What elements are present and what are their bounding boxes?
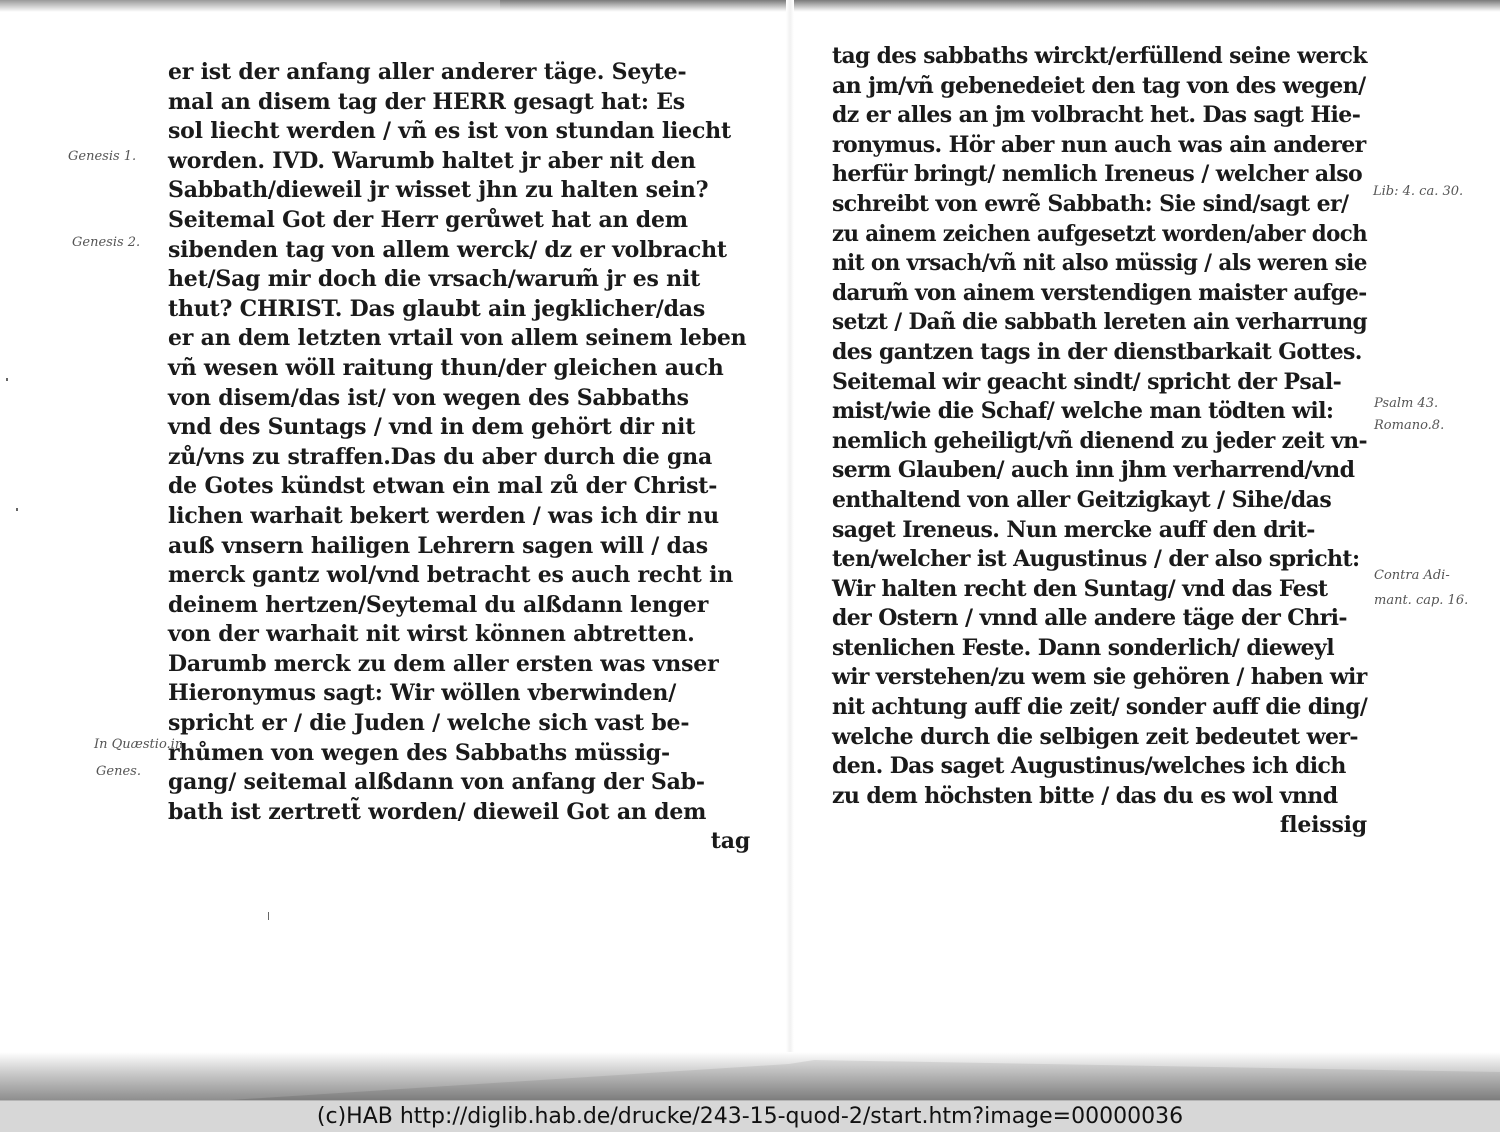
right-line-7: zu ainem zeichen aufgesetzt worden/aber doch: [832, 220, 1368, 247]
scan-speck: [16, 508, 18, 511]
left-line-6: Seitemal Got der Herr gerůwet hat an dem: [168, 206, 688, 233]
book-spine: [786, 0, 794, 1100]
left-line-18: merck gantz wol/vnd betracht es auch recht in: [168, 562, 734, 589]
left-line-1: er ist der anfang aller anderer täge. Seyte-: [168, 59, 687, 85]
right-margin-note-contra: Contra Adi-: [1374, 568, 1450, 583]
left-line-7: sibenden tag von allem werck/ dz er volbracht: [168, 236, 727, 263]
right-line-8: nit on vrsach/vñ nit also müssig / als weren sie: [832, 250, 1367, 277]
right-margin-note-lib: Lib: 4. ca. 30.: [1373, 184, 1464, 199]
left-line-19: deinem hertzen/Seytemal du alßdann lenger: [168, 591, 709, 618]
right-line-6: schreibt von ewrẽ Sabbath: Sie sind/sagt er/: [832, 190, 1349, 217]
copyright-footer: (c)HAB http://diglib.hab.de/drucke/243-15-quod-2/start.htm?image=00000036: [0, 1100, 1500, 1132]
right-line-14: nemlich geheiligt/vñ dienend zu jeder zeit vn-: [832, 427, 1367, 454]
right-line-2: an jm/vñ gebenedeiet den tag von des wegen/: [832, 72, 1366, 99]
top-edge-dark: [500, 0, 1500, 10]
left-line-15: de Gotes kündst etwan ein mal zů der Christ-: [168, 473, 718, 500]
right-line-11: des gantzen tags in der dienstbarkait Gottes.: [832, 338, 1362, 365]
left-line-9: thut? CHRIST. Das glaubt ain jegklicher/das: [168, 295, 706, 322]
left-line-8: het/Sag mir doch die vrsach/warum̃ jr es nit: [168, 266, 701, 293]
right-line-3: dz er alles an jm volbracht het. Das sagt Hie-: [832, 102, 1361, 129]
left-catchword: tag: [710, 828, 750, 855]
left-line-14: zů/vns zu straffen.Das du aber durch die gna: [168, 443, 713, 470]
left-line-20: von der warhait nit wirst können abtretten.: [168, 621, 695, 648]
left-line-25: gang/ seitemal alßdann von anfang der Sab-: [168, 769, 705, 796]
left-line-16: lichen warhait bekert werden / was ich dir nu: [168, 502, 719, 529]
left-margin-note-genes: Genes.: [96, 764, 141, 779]
right-margin-note-romano: Romano.8.: [1374, 418, 1445, 433]
left-margin-note-genesis-1: Genesis 1.: [68, 149, 137, 164]
scan-speck: [6, 378, 8, 381]
left-page-text: [168, 58, 750, 857]
right-line-5: herfür bringt/ nemlich Ireneus / welcher also: [832, 161, 1363, 188]
right-line-19: Wir halten recht den Suntag/ vnd das Fest: [832, 575, 1328, 602]
left-line-10: er an dem letzten vrtail von allem seinem leben: [168, 325, 747, 352]
right-line-4: ronymus. Hör aber nun auch was ain anderer: [832, 131, 1366, 158]
left-margin-note-quaestio: In Quæstio.in: [94, 737, 184, 752]
right-line-16: enthaltend von aller Geitzigkayt / Sihe/das: [832, 486, 1332, 513]
right-catchword: fleissig: [1279, 812, 1367, 839]
right-margin-note-psalm: Psalm 43.: [1374, 396, 1439, 411]
left-line-23: spricht er / die Juden / welche sich vast be-: [168, 710, 690, 737]
left-line-4: worden. IVD. Warumb haltet jr aber nit den: [168, 147, 696, 174]
right-line-1: tag des sabbaths wirckt/erfüllend seine werck: [832, 43, 1367, 69]
scan-speck: [268, 912, 269, 920]
right-page-text: [832, 42, 1367, 841]
left-line-3: sol liecht werden / vñ es ist von stundan liecht: [168, 118, 731, 145]
right-line-17: saget Ireneus. Nun mercke auff den drit-: [832, 516, 1315, 543]
left-line-11: vñ wesen wöll raitung thun/der gleichen auch: [168, 354, 724, 381]
right-line-9: darum̃ von ainem verstendigen maister aufge-: [832, 279, 1367, 306]
right-line-13: mist/wie die Schaf/ welche man tödten wil:: [832, 398, 1334, 425]
left-line-5: Sabbath/dieweil jr wisset jhn zu halten sein?: [168, 177, 709, 204]
right-line-25: den. Das saget Augustinus/welches ich dich: [832, 753, 1346, 780]
left-line-12: von disem/das ist/ von wegen des Sabbaths: [168, 384, 689, 411]
left-line-24: rhůmen von wegen des Sabbaths müssig-: [168, 739, 670, 766]
left-line-22: Hieronymus sagt: Wir wöllen vberwinden/: [168, 680, 677, 707]
left-line-17: auß vnsern hailigen Lehrern sagen will / das: [168, 532, 708, 559]
left-line-21: Darumb merck zu dem aller ersten was vnser: [168, 650, 719, 677]
left-line-26: bath ist zertrett̃ worden/ dieweil Got an dem: [168, 798, 707, 825]
right-line-15: serm Glauben/ auch inn jhm verharrend/vnd: [832, 457, 1355, 484]
right-line-24: welche durch die selbigen zeit bedeutet wer-: [832, 723, 1358, 750]
right-line-18: ten/welcher ist Augustinus / der also spricht:: [832, 546, 1360, 573]
right-line-26: zu dem höchsten bitte / das du es wol vnnd: [832, 782, 1338, 809]
left-line-2: mal an disem tag der HERR gesagt hat: Es: [168, 88, 685, 115]
right-line-10: setzt / Dañ die sabbath lereten ain verharrung: [832, 309, 1368, 336]
left-line-13: vnd des Suntags / vnd in dem gehört dir nit: [168, 414, 696, 441]
right-line-22: wir verstehen/zu wem sie gehören / haben wir: [832, 664, 1367, 691]
left-margin-note-genesis-2: Genesis 2.: [72, 235, 141, 250]
right-line-12: Seitemal wir geacht sindt/ spricht der Psal-: [832, 368, 1342, 395]
right-line-21: stenlichen Feste. Dann sonderlich/ dieweyl: [832, 634, 1334, 661]
right-line-20: der Ostern / vnnd alle andere täge der Chri-: [832, 605, 1347, 632]
right-margin-note-mant: mant. cap. 16.: [1374, 593, 1469, 608]
right-line-23: nit achtung auff die zeit/ sonder auff die ding/: [832, 694, 1368, 721]
